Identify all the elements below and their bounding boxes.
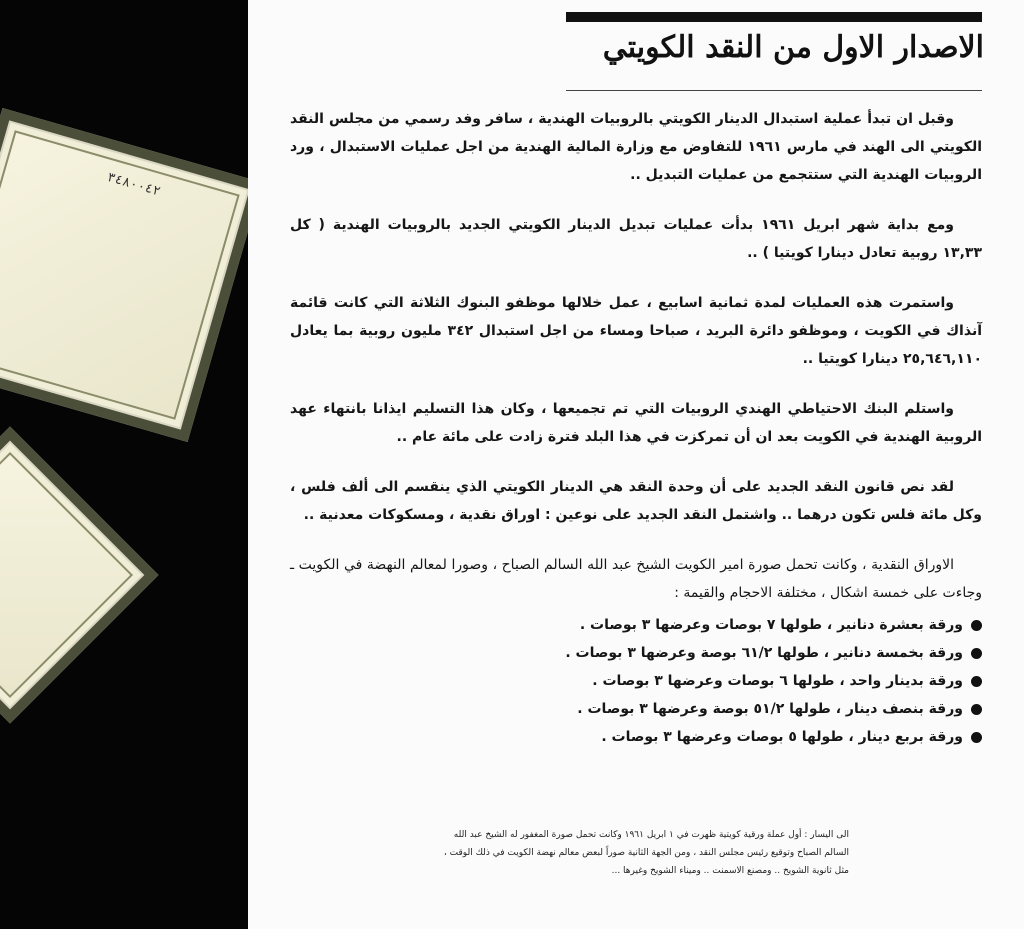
banknote-serial: ٣٤٨٠٠٤٢ (105, 169, 163, 200)
list-item (290, 639, 982, 667)
header-bar (566, 12, 982, 22)
page-title: الاصدار الاول من النقد الكويتي (602, 30, 984, 65)
banknote-image (0, 427, 158, 724)
banknote-list (290, 611, 982, 751)
list-item-text: ورقة بربع دينار ، طولها ٥ بوصات وعرضها ٣ بوصات . (601, 729, 963, 745)
bullet-icon (971, 620, 982, 631)
bullet-icon (971, 732, 982, 743)
list-item-text: ورقة بنصف دينار ، طولها ٥١/٢ بوصة وعرضها ٣ بوصات . (577, 701, 963, 717)
title-divider (566, 90, 982, 91)
paragraph: وقبل ان تبدأ عملية استبدال الدينار الكويتي بالروبيات الهندية ، سافر وفد رسمي من مجلس النقد الكويتي الى الهند في مارس ١٩٦١ للتفاوض مع وزارة المالية الهندية من اجل عمليات الاستبدال ، ورد الروبيات الهندية التي ستتجمع من عمليات التبديل .. (290, 111, 982, 183)
paragraph: لقد نص قانون النقد الجديد على أن وحدة النقد هي الدينار الكويتي الذي ينقسم الى ألف فلس ، وكل مائة فلس تكون درهما .. واشتمل النقد الجديد على نوعين : اوراق نقدية ، ومسكوكات معدنية .. (290, 479, 982, 523)
list-item-text: ورقة بدينار واحد ، طولها ٦ بوصات وعرضها ٣ بوصات . (592, 673, 963, 689)
paragraph: ومع بداية شهر ابريل ١٩٦١ بدأت عمليات تبديل الدينار الكويتي الجديد بالروبيات الهندية ( كل ١٣,٣٣ روبية تعادل دينارا كويتيا ) .. (290, 217, 982, 261)
paragraph: واستمرت هذه العمليات لمدة ثمانية اسابيع ، عمل خلالها موظفو البنوك الثلاثة التي كانت قائمة آنذاك في الكويت ، وموظفو دائرة البريد ، صباحا ومساء من اجل استبدال ٣٤٢ مليون روبية بما يعادل ٢٥,٦٤٦,١١٠ دينارا كويتيا .. (290, 295, 982, 367)
photo-panel (0, 0, 248, 929)
article (248, 0, 1024, 929)
list-item (290, 667, 982, 695)
image-caption: الى اليسار : أول عملة ورقية كويتية ظهرت في ١ ابريل ١٩٦١ وكانت تحمل صورة المغفور له الشيخ عبد الله السالم الصباح وتوقيع رئيس مجلس النقد ، ومن الجهة الثانية صوراً لبعض معالم نهضة الكويت في ذلك الوقت ، مثل ثانوية الشويخ .. ومصنع الاسمنت .. وميناء الشويخ وغيرها ... (443, 830, 849, 876)
bullet-icon (971, 676, 982, 687)
paragraph: واستلم البنك الاحتياطي الهندي الروبيات التي تم تجميعها ، وكان هذا التسليم ايذانا بانتهاء عهد الروبية الهندية في الكويت بعد ان أن تمركزت في هذا البلد فترة زادت على مائة عام .. (290, 401, 982, 445)
article-body (290, 105, 982, 751)
banknote-image (0, 108, 248, 442)
list-item-text: ورقة بعشرة دنانير ، طولها ٧ بوصات وعرضها ٣ بوصات . (579, 617, 963, 633)
bullet-icon (971, 704, 982, 715)
list-item (290, 611, 982, 639)
list-item (290, 695, 982, 723)
bullet-icon (971, 648, 982, 659)
list-item-text: ورقة بخمسة دنانير ، طولها ٦١/٢ بوصة وعرضها ٣ بوصات . (565, 645, 963, 661)
list-item (290, 723, 982, 751)
paragraph: الاوراق النقدية ، وكانت تحمل صورة امير الكويت الشيخ عبد الله السالم الصباح ، وصورا لمعالم النهضة في الكويت ـ وجاءت على خمسة اشكال ، مختلفة الاحجام والقيمة : (290, 557, 982, 601)
